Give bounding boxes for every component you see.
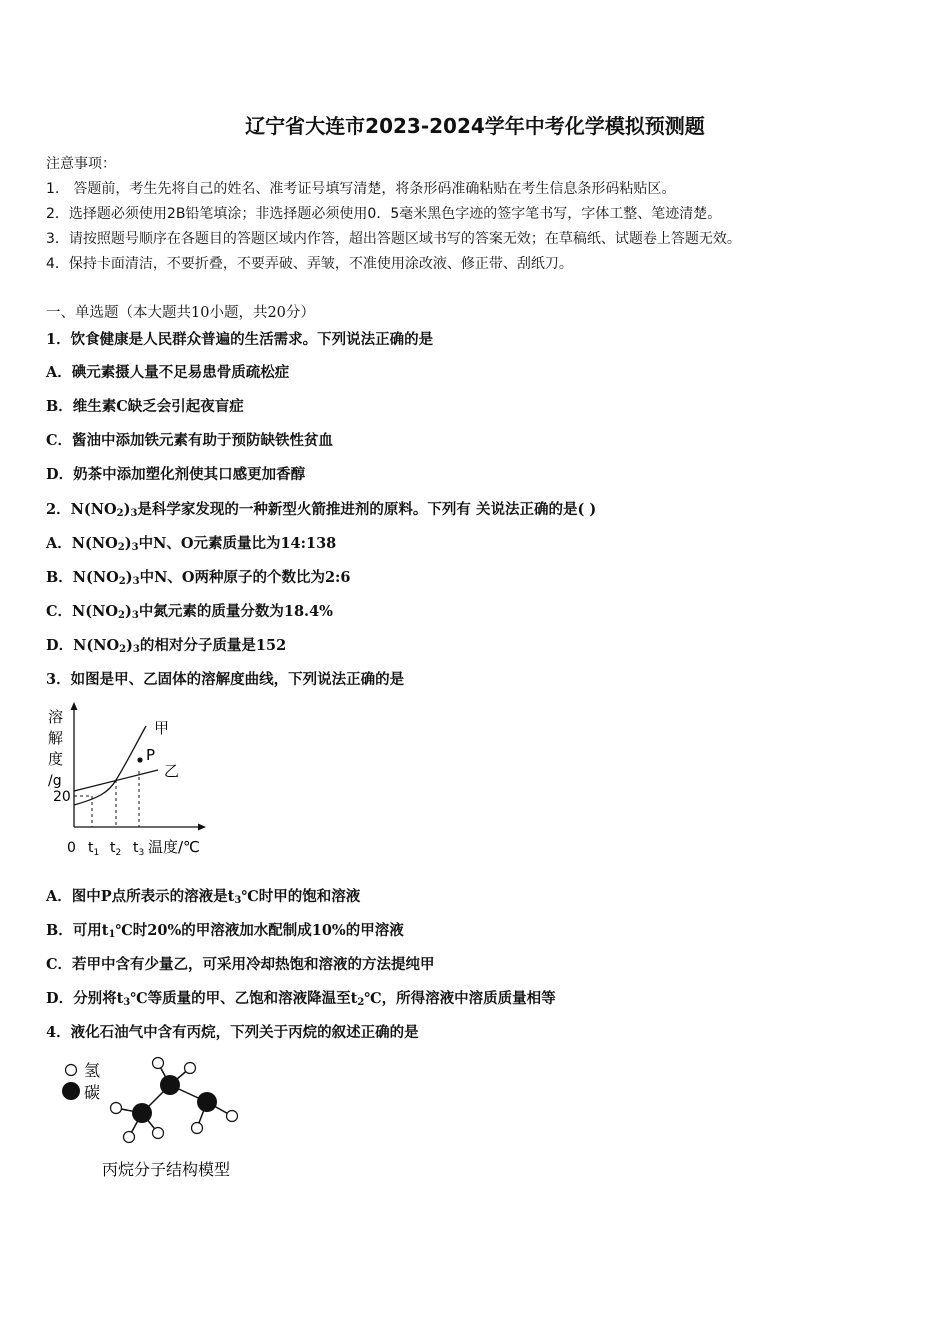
notice-item-4: 4．保持卡面清洁，不要折叠，不要弄破、弄皱，不准使用涂改液、修正带、刮纸刀。 bbox=[46, 256, 573, 272]
carbon-atom bbox=[132, 1103, 152, 1123]
legend-c-label: 碳 bbox=[84, 1083, 101, 1102]
q2-option-d: D．$N(NO_2)_3$的相对分子质量是152 bbox=[46, 637, 287, 655]
point-p-label: P bbox=[146, 746, 156, 764]
graph-ylabel-4: /g bbox=[48, 773, 62, 789]
hydrogen-atom bbox=[111, 1103, 122, 1114]
legend-h-circle bbox=[66, 1065, 77, 1076]
q2-stem: 2．$N(NO_2)_3$是科学家发现的一种新型火箭推进剂的原料。下列有 关说法正确的是( ) bbox=[46, 501, 597, 519]
graph-x-tick-t2: $t_2$ bbox=[110, 840, 122, 858]
notice-item-1: 1. 答题前，考生先将自己的姓名、准考证号填写清楚，将条形码准确粘贴在考生信息条形码粘贴区。 bbox=[46, 181, 676, 197]
q1-option-c: C．酱油中添加铁元素有助于预防缺铁性贫血 bbox=[46, 432, 334, 449]
page-title: 辽宁省大连市2023-2024学年中考化学模拟预测题 bbox=[245, 114, 705, 138]
graph-ylabel-1: 溶 bbox=[48, 708, 64, 726]
hydrogen-atom bbox=[185, 1063, 196, 1074]
curve-yi-label: 乙 bbox=[164, 762, 180, 780]
hydrogen-atom bbox=[124, 1132, 135, 1143]
curve-jia bbox=[74, 726, 146, 805]
q2-option-a: A．$N(NO_2)_3$中N、O元素质量比为14:138 bbox=[46, 535, 337, 553]
graph-xlabel: 温度/℃ bbox=[148, 838, 200, 856]
hydrogen-atom bbox=[192, 1123, 203, 1134]
q3-option-b: B．可用$t_1℃$时20%的甲溶液加水配制成10%的甲溶液 bbox=[46, 922, 404, 940]
carbon-atom bbox=[197, 1092, 217, 1112]
q2-option-b: B．$N(NO_2)_3$中N、O两种原子的个数比为2:6 bbox=[46, 569, 351, 587]
notice-header: 注意事项： bbox=[46, 156, 116, 172]
q2-option-c: C．$N(NO_2)_3$中氮元素的质量分数为18.4% bbox=[46, 603, 333, 621]
q1-option-d: D．奶茶中添加塑化剂使其口感更加香醇 bbox=[46, 466, 306, 483]
hydrogen-atom bbox=[227, 1111, 238, 1122]
graph-x-tick-t1: $t_1$ bbox=[88, 840, 100, 858]
q1-option-a: A．碘元素摄人量不足易患骨质疏松症 bbox=[46, 364, 290, 381]
graph-x-arrow bbox=[198, 824, 206, 831]
curve-jia-label: 甲 bbox=[154, 719, 170, 737]
legend-c-circle bbox=[62, 1082, 80, 1100]
graph-x-tick-t3: $t_3$ bbox=[133, 840, 145, 858]
carbon-atom bbox=[160, 1075, 180, 1095]
q1-stem: 1．饮食健康是人民群众普遍的生活需求。下列说法正确的是 bbox=[46, 331, 434, 348]
hydrogen-atom bbox=[153, 1128, 164, 1139]
notice-item-2: 2．选择题必须使用2B铅笔填涂；非选择题必须使用0．5毫米黑色字迹的签字笔书写，字体工整、笔迹清楚。 bbox=[46, 206, 722, 222]
q3-option-d: D．分别将$t_3℃$等质量的甲、乙饱和溶液降温至$t_2℃$，所得溶液中溶质质量相等 bbox=[46, 990, 556, 1008]
q3-option-c: C．若甲中含有少量乙，可采用冷却热饱和溶液的方法提纯甲 bbox=[46, 956, 435, 973]
point-p bbox=[137, 757, 142, 762]
graph-origin: 0 bbox=[67, 840, 76, 856]
q3-stem: 3．如图是甲、乙固体的溶解度曲线，下列说法正确的是 bbox=[46, 671, 405, 688]
solubility-curve-graph bbox=[44, 700, 224, 862]
propane-caption: 丙烷分子结构模型 bbox=[102, 1160, 231, 1179]
q1-option-b: B．维生素C缺乏会引起夜盲症 bbox=[46, 398, 244, 415]
section-header: 一、单选题（本大题共10小题，共20分） bbox=[46, 305, 315, 321]
propane-model bbox=[50, 1050, 260, 1185]
q4-stem: 4．液化石油气中含有丙烷，下列关于丙烷的叙述正确的是 bbox=[46, 1024, 419, 1041]
graph-ylabel-3: 度 bbox=[48, 750, 64, 768]
legend-h-label: 氢 bbox=[84, 1061, 101, 1080]
q3-option-a: A．图中P点所表示的溶液是$t_3℃$时甲的饱和溶液 bbox=[46, 888, 361, 906]
graph-y-arrow bbox=[71, 702, 78, 710]
notice-item-3: 3．请按照题号顺序在各题目的答题区域内作答，超出答题区域书写的答案无效；在草稿纸、试题卷上答题无效。 bbox=[46, 231, 741, 247]
graph-ylabel-2: 解 bbox=[48, 729, 64, 747]
hydrogen-atom bbox=[153, 1058, 164, 1069]
graph-y-tick-20: 20 bbox=[53, 789, 71, 805]
